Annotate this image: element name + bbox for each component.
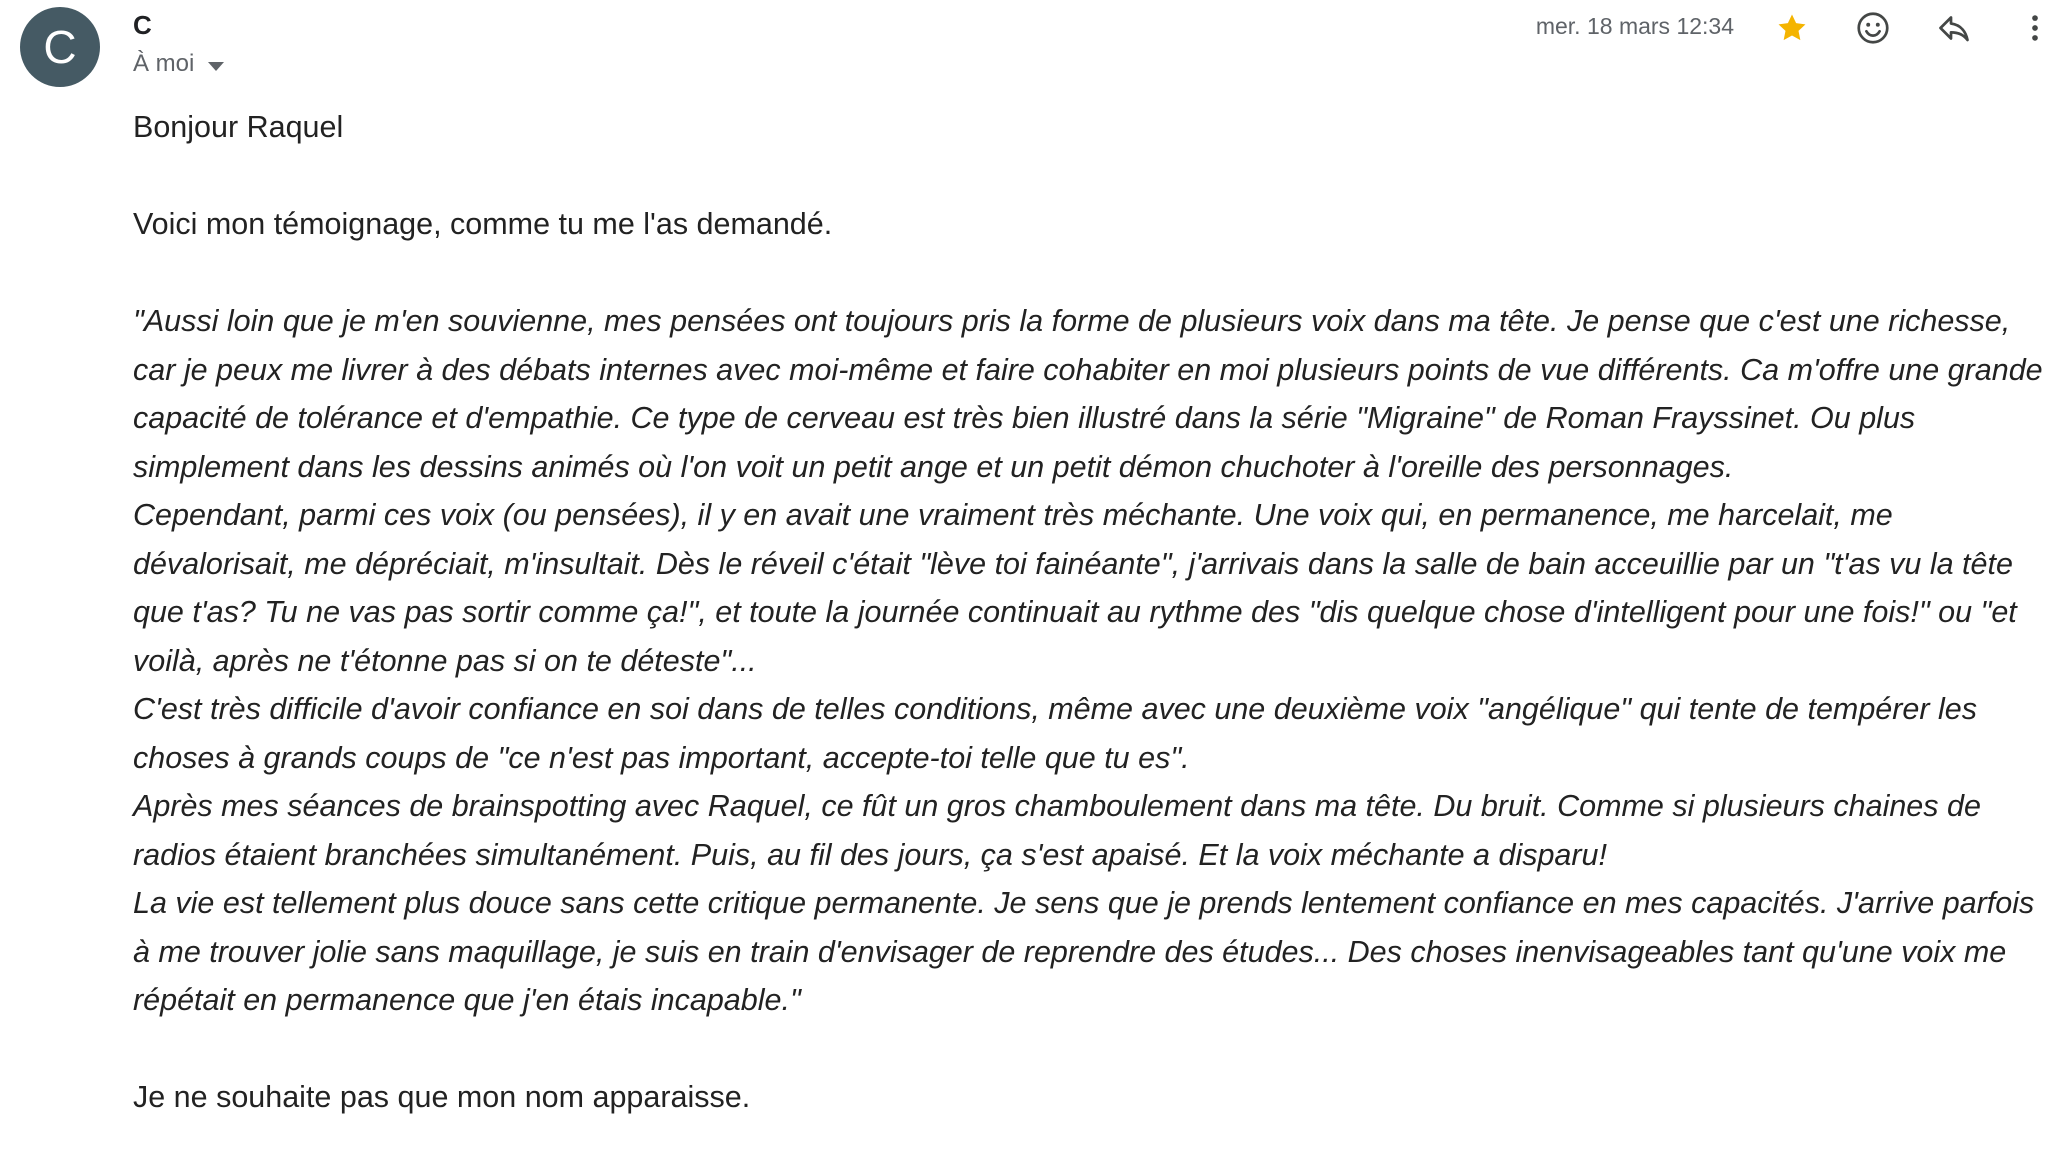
more-options-button[interactable] [2013, 6, 2057, 50]
quote-paragraph: "Aussi loin que je m'en souvienne, mes pensées ont toujours pris la forme de plusieurs voix dans ma tête. Je pense que c'est une richesse, car je peux me livrer à des débats internes avec moi-même et faire cohabiter en moi plusieurs points de vue différents. Ca m'offre une grande capacité de tolérance et d'empathie. Ce type de cerveau est très bien illustré dans la série "Migraine" de Roman Frayssinet. Ou plus simplement dans les dessins animés où l'on voit un petit ange et un petit démon chuchoter à l'oreille des personnages. [133, 304, 2043, 484]
reply-button[interactable] [1932, 6, 1976, 50]
recipient-details-toggle[interactable] [133, 50, 224, 78]
message-date: mer. 18 mars 12:34 [1535, 13, 1734, 39]
intro-line: Voici mon témoignage, comme tu me l'as demandé. [133, 207, 833, 241]
sender-avatar[interactable]: C [20, 7, 100, 87]
message-body [133, 103, 2058, 1122]
more-vertical-icon [2018, 11, 2052, 45]
sender-name[interactable]: C [133, 10, 152, 40]
quote-paragraph: La vie est tellement plus douce sans cette critique permanente. Je sens que je prends lentement confiance en mes capacités. J'arrive parfois à me trouver jolie sans maquillage, je suis en train d'envisager de reprendre des études... Des choses inenvisageables tant qu'une voix me répétait en permanence que j'en étais incapable." [133, 886, 2035, 1017]
star-icon [1775, 11, 1809, 45]
closing-line: Je ne souhaite pas que mon nom apparaisse. [133, 1080, 751, 1114]
quote-paragraph: Cependant, parmi ces voix (ou pensées), il y en avait une vraiment très méchante. Une voix qui, en permanence, me harcelait, me dévalorisait, me dépréciait, m'insultait. Dès le réveil c'était "lève toi fainéante", j'arrivais dans la salle de bain acceuillie par un "t'as vu la tête que t'as? Tu ne vas pas sortir comme ça!", et toute la journée continuait au rythme des "dis quelque chose d'intelligent pour une fois!" ou "et voilà, après ne t'étonne pas si on te déteste"... [133, 498, 2017, 678]
star-button[interactable] [1770, 6, 1814, 50]
add-reaction-button[interactable] [1851, 6, 1895, 50]
quote-paragraph: Après mes séances de brainspotting avec Raquel, ce fût un gros chamboulement dans ma tête. Du bruit. Comme si plusieurs chaines de radios étaient branchées simultanément. Puis, au fil des jours, ça s'est apaisé. Et la voix méchante a disparu! [133, 789, 1981, 872]
quote-paragraph: C'est très difficile d'avoir confiance en soi dans de telles conditions, même avec une deuxième voix "angélique" qui tente de tempérer les choses à grands coups de "ce n'est pas important, accepte-toi telle que tu es". [133, 692, 1977, 775]
greeting: Bonjour Raquel [133, 110, 344, 144]
recipient-label: À moi [133, 50, 195, 77]
caret-down-icon [208, 62, 224, 71]
reply-icon [1936, 10, 1972, 46]
emoji-icon [1855, 10, 1891, 46]
testimony-quote [133, 297, 2058, 1025]
